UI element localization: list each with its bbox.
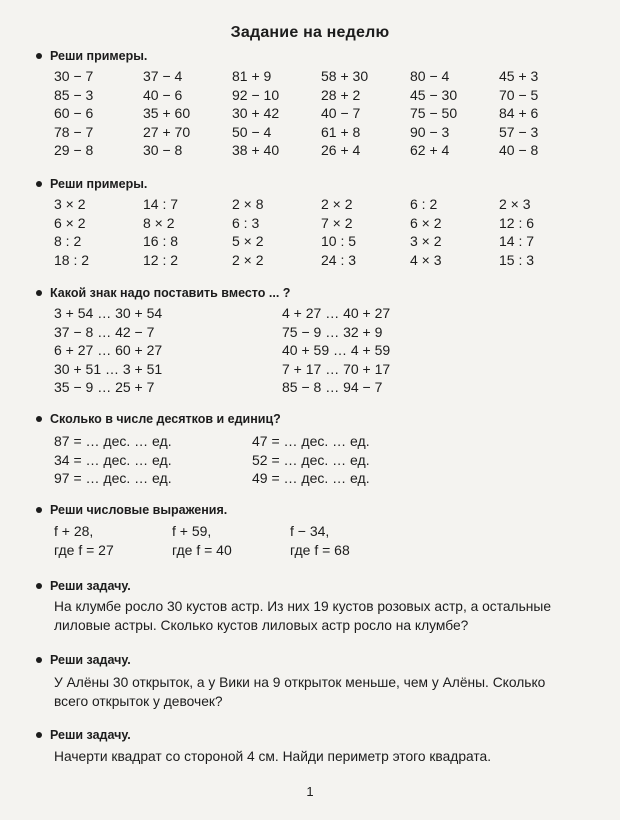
section-2-heading — [36, 177, 147, 191]
example: 8 × 2 — [143, 214, 175, 231]
comparison-row — [54, 323, 510, 342]
example: 7 × 2 — [321, 214, 353, 231]
example: 50 − 4 — [232, 123, 272, 140]
decomposition-row — [54, 451, 450, 470]
example: 85 − 3 — [54, 86, 94, 103]
example: 26 + 4 — [321, 142, 361, 158]
bullet-icon — [36, 657, 42, 663]
example: 5 × 2 — [232, 233, 264, 249]
example: 90 − 3 — [410, 123, 450, 140]
example: 14 : 7 — [143, 196, 179, 212]
section-5-heading-text: Реши числовые выражения. — [50, 503, 228, 517]
bullet-icon — [36, 181, 42, 187]
comparison-row — [54, 360, 510, 379]
page-title: Задание на неделю — [230, 24, 390, 41]
example: 30 − 8 — [143, 142, 183, 158]
decomposition-row — [54, 432, 450, 451]
example: 60 − 6 — [54, 105, 94, 121]
example-row — [54, 251, 588, 270]
example: 61 + 8 — [321, 123, 361, 140]
expression-value: где f = 68 — [290, 541, 350, 558]
section-2-heading-text: Реши примеры. — [50, 177, 148, 191]
expression-value: где f = 40 — [172, 541, 232, 558]
section-3-comparisons — [54, 304, 510, 397]
decomposition: 52 = … дес. … ед. — [252, 451, 370, 468]
task-2-text: У Алёны 30 открыток, а у Вики на 9 открыток меньше, чем у Алёны. Сколько всего открыток у девочек? — [54, 675, 546, 709]
expression: f + 59, — [172, 523, 212, 539]
example: 6 : 3 — [232, 214, 260, 231]
bullet-icon — [36, 507, 42, 513]
section-3-heading — [36, 286, 290, 300]
example: 24 : 3 — [321, 251, 357, 268]
decomposition-row — [54, 469, 450, 488]
example: 29 − 8 — [54, 142, 94, 158]
example: 10 : 5 — [321, 233, 357, 249]
example: 40 − 7 — [321, 105, 361, 121]
decomposition: 97 = … дес. … ед. — [54, 470, 172, 486]
page-number: 1 — [306, 784, 314, 799]
section-4-heading-text: Сколько в числе десятков и единиц? — [50, 412, 281, 426]
bullet-icon — [36, 416, 42, 422]
example: 4 × 3 — [410, 251, 442, 268]
example: 40 − 8 — [499, 142, 539, 158]
comparison: 85 − 8 … 94 − 7 — [282, 379, 383, 395]
expression-row — [54, 541, 408, 560]
example: 84 + 6 — [499, 105, 539, 121]
example: 35 + 60 — [143, 105, 191, 121]
example: 3 × 2 — [54, 196, 86, 212]
comparison: 75 − 9 … 32 + 9 — [282, 323, 383, 340]
example: 57 − 3 — [499, 123, 539, 140]
comparison-row — [54, 378, 510, 397]
example: 92 − 10 — [232, 86, 280, 103]
section-4-decomposition — [54, 432, 450, 488]
section-7-heading-text: Реши задачу. — [50, 653, 131, 667]
comparison-row — [54, 341, 510, 360]
section-8-heading — [36, 728, 131, 742]
example: 27 + 70 — [143, 123, 191, 140]
example: 2 × 2 — [232, 251, 264, 268]
example: 12 : 6 — [499, 214, 535, 231]
example: 81 + 9 — [232, 68, 272, 84]
task-1-text: На клумбе росло 30 кустов астр. Из них 19 кустов розовых астр, а остальные лиловые астры. Сколько кустов лиловых астр росло на клумбе? — [54, 599, 551, 633]
section-2-examples — [54, 195, 588, 269]
example-row — [54, 86, 588, 105]
decomposition: 49 = … дес. … ед. — [252, 470, 370, 486]
example: 2 × 2 — [321, 196, 353, 212]
section-1-heading-text: Реши примеры. — [50, 49, 148, 63]
section-8-heading-text: Реши задачу. — [50, 728, 131, 742]
example: 37 − 4 — [143, 68, 183, 84]
decomposition: 34 = … дес. … ед. — [54, 451, 172, 468]
example: 75 − 50 — [410, 105, 458, 121]
comparison: 7 + 17 … 70 + 17 — [282, 360, 391, 377]
comparison: 4 + 27 … 40 + 27 — [282, 305, 391, 321]
example: 2 × 8 — [232, 196, 264, 212]
example: 38 + 40 — [232, 142, 280, 158]
example: 14 : 7 — [499, 233, 535, 249]
example: 8 : 2 — [54, 233, 82, 249]
example-row — [54, 232, 588, 251]
example: 28 + 2 — [321, 86, 361, 103]
example: 62 + 4 — [410, 142, 450, 158]
expression: f + 28, — [54, 523, 94, 539]
example: 6 × 2 — [54, 214, 86, 231]
comparison: 40 + 59 … 4 + 59 — [282, 342, 391, 358]
expression-value: где f = 27 — [54, 541, 114, 558]
example: 16 : 8 — [143, 233, 179, 249]
section-6-heading — [36, 579, 131, 593]
example: 45 + 3 — [499, 68, 539, 84]
section-1-examples — [54, 67, 588, 160]
example: 58 + 30 — [321, 68, 369, 84]
comparison: 35 − 9 … 25 + 7 — [54, 379, 155, 395]
example: 30 − 7 — [54, 68, 94, 84]
example-row — [54, 214, 588, 233]
example-row — [54, 104, 588, 123]
expression: f − 34, — [290, 523, 330, 539]
decomposition: 87 = … дес. … ед. — [54, 433, 172, 449]
comparison: 30 + 51 … 3 + 51 — [54, 360, 163, 377]
expression-row — [54, 522, 408, 541]
task-3-text: Начерти квадрат со стороной 4 см. Найди периметр этого квадрата. — [54, 749, 492, 764]
comparison-row — [54, 304, 510, 323]
section-6-heading-text: Реши задачу. — [50, 579, 131, 593]
bullet-icon — [36, 583, 42, 589]
bullet-icon — [36, 732, 42, 738]
section-1-heading — [36, 49, 147, 63]
example: 70 − 5 — [499, 86, 539, 103]
example: 6 × 2 — [410, 214, 442, 231]
example: 45 − 30 — [410, 86, 458, 103]
section-4-heading — [36, 412, 281, 426]
section-5-heading — [36, 503, 227, 517]
example: 12 : 2 — [143, 251, 179, 268]
comparison: 3 + 54 … 30 + 54 — [54, 305, 163, 321]
example-row — [54, 195, 588, 214]
bullet-icon — [36, 290, 42, 296]
example-row — [54, 123, 588, 142]
example-row — [54, 67, 588, 86]
example: 78 − 7 — [54, 123, 94, 140]
example-row — [54, 141, 588, 160]
comparison: 37 − 8 … 42 − 7 — [54, 323, 155, 340]
example: 15 : 3 — [499, 251, 535, 268]
example: 6 : 2 — [410, 196, 438, 212]
example: 2 × 3 — [499, 196, 531, 212]
example: 30 + 42 — [232, 105, 280, 121]
bullet-icon — [36, 53, 42, 59]
comparison: 6 + 27 … 60 + 27 — [54, 342, 163, 358]
section-5-expressions — [54, 522, 408, 559]
section-7-heading — [36, 653, 131, 667]
example: 18 : 2 — [54, 251, 90, 268]
section-3-heading-text: Какой знак надо поставить вместо ... ? — [50, 286, 291, 300]
example: 40 − 6 — [143, 86, 183, 103]
example: 3 × 2 — [410, 233, 442, 249]
example: 80 − 4 — [410, 68, 450, 84]
decomposition: 47 = … дес. … ед. — [252, 433, 370, 449]
